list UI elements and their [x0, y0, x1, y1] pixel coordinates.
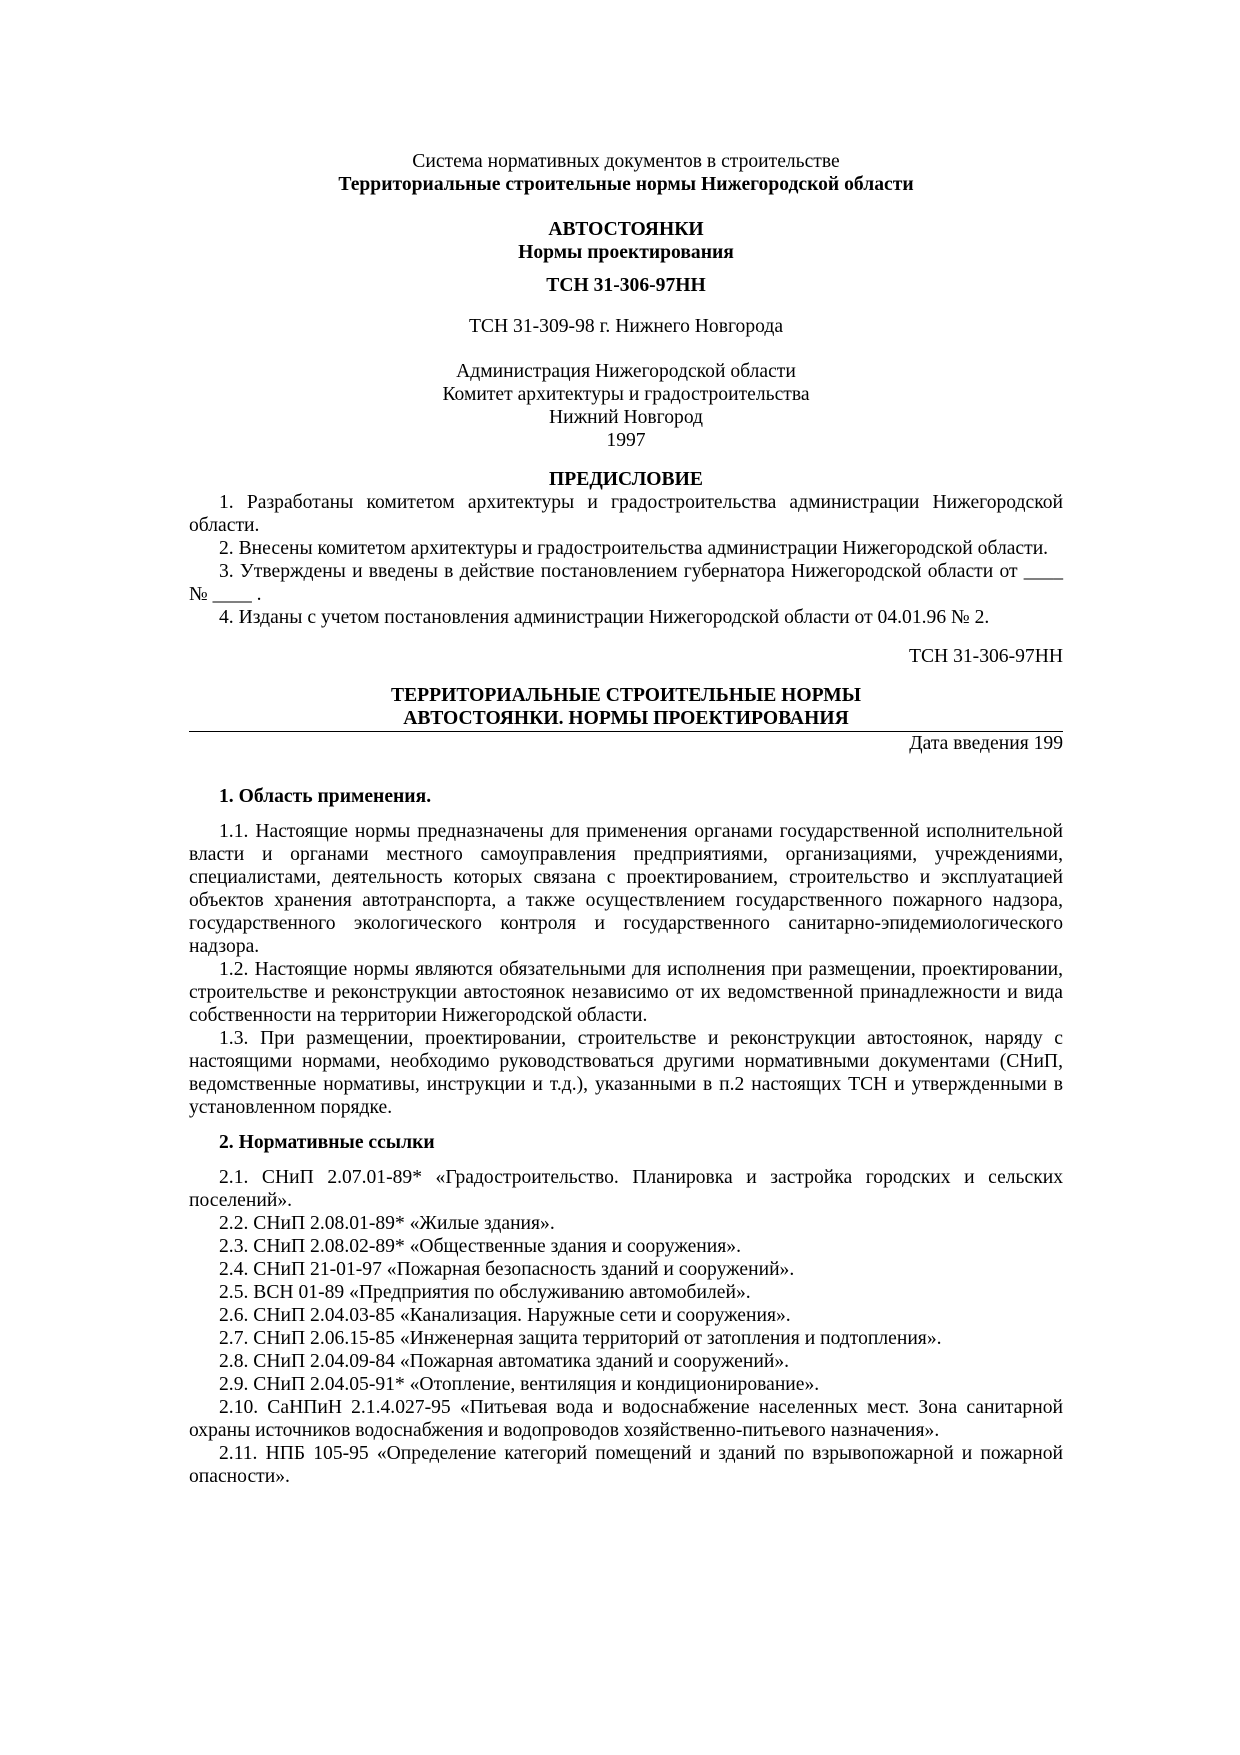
norms-title-line2: АВТОСТОЯНКИ. НОРМЫ ПРОЕКТИРОВАНИЯ: [403, 708, 849, 729]
preface-item: 1. Разработаны комитетом архитектуры и градостроительства администрации Нижегородской области.: [189, 492, 1063, 536]
reference-item: 2.6. СНиП 2.04.03-85 «Канализация. Наружные сети и сооружения».: [219, 1305, 791, 1326]
doc-code: ТСН 31-306-97НН: [546, 275, 706, 296]
system-line: Система нормативных документов в строительстве: [412, 151, 840, 172]
preface-item: 4. Изданы с учетом постановления администрации Нижегородской области от 04.01.96 № 2.: [219, 607, 990, 628]
reference-item: 2.1. СНиП 2.07.01-89* «Градостроительство. Планировка и застройка городских и сельских поселений».: [189, 1167, 1063, 1211]
series-line: Территориальные строительные нормы Нижегородской области: [338, 174, 914, 195]
publisher-line: Администрация Нижегородской области: [456, 361, 796, 382]
intro-date: Дата введения 199: [909, 733, 1063, 754]
alt-doc-code: ТСН 31-309-98 г. Нижнего Новгорода: [468, 316, 784, 337]
section2-heading: 2. Нормативные ссылки: [219, 1132, 435, 1153]
reference-item: 2.8. СНиП 2.04.09-84 «Пожарная автоматика зданий и сооружений».: [219, 1351, 790, 1372]
section1-paragraph: 1.3. При размещении, проектировании, строительстве и реконструкции автостоянок, наряду с настоящими нормами, необходимо руководствоваться другими нормативными документами (СНиП, ведомственные нормативы, инструкции и т.д.), указанными в п.2 настоящих ТСН и утвержденными в установленном порядке.: [189, 1028, 1063, 1118]
doc-subtitle: Нормы проектирования: [518, 242, 734, 263]
norms-title-line1: ТЕРРИТОРИАЛЬНЫЕ СТРОИТЕЛЬНЫЕ НОРМЫ: [391, 685, 861, 706]
preface-item: 3. Утверждены и введены в действие постановлением губернатора Нижегородской области от ____ № ____ .: [189, 561, 1063, 605]
doc-code-right: ТСН 31-306-97НН: [908, 646, 1063, 667]
preface-heading: ПРЕДИСЛОВИЕ: [549, 469, 703, 490]
reference-item: 2.7. СНиП 2.06.15-85 «Инженерная защита территорий от затопления и подтопления».: [219, 1328, 942, 1349]
reference-item: 2.11. НПБ 105-95 «Определение категорий помещений и зданий по взрывопожарной и пожарной опасности».: [189, 1443, 1063, 1487]
reference-item: 2.4. СНиП 21-01-97 «Пожарная безопасность зданий и сооружений».: [219, 1259, 795, 1280]
reference-item: 2.2. СНиП 2.08.01-89* «Жилые здания».: [219, 1213, 555, 1234]
section1-paragraph: 1.1. Настоящие нормы предназначены для применения органами государственной исполнительной власти и органами местного самоуправления предприятиями, организациями, учреждениями, специалистами, деятельность которых связана с проектированием, строительство и эксплуатацией объектов хранения автотранспорта, а также осуществлением государственного пожарного надзора, государственного экологического контроля и государственного санитарно-эпидемиологического надзора.: [189, 821, 1063, 957]
reference-item: 2.9. СНиП 2.04.05-91* «Отопление, вентиляция и кондиционирование».: [219, 1374, 820, 1395]
preface-item: 2. Внесены комитетом архитектуры и градостроительства администрации Нижегородской области.: [219, 538, 1049, 559]
reference-item: 2.5. ВСН 01-89 «Предприятия по обслуживанию автомобилей».: [219, 1282, 751, 1303]
section1-heading: 1. Область применения.: [219, 786, 432, 807]
publisher-year: 1997: [606, 430, 646, 451]
reference-item: 2.3. СНиП 2.08.02-89* «Общественные здания и сооружения».: [219, 1236, 741, 1257]
publisher-line: Нижний Новгород: [548, 407, 704, 428]
doc-title: АВТОСТОЯНКИ: [548, 219, 704, 240]
reference-item: 2.10. СаНПиН 2.1.4.027-95 «Питьевая вода и водоснабжение населенных мест. Зона санитарной охраны источников водоснабжения и водопроводов хозяйственно-питьевого назначения».: [189, 1397, 1063, 1441]
publisher-line: Комитет архитектуры и градостроительства: [442, 384, 810, 405]
document-page: [189, 150, 1063, 1488]
section1-paragraph: 1.2. Настоящие нормы являются обязательными для исполнения при размещении, проектировании, строительстве и реконструкции автостоянок независимо от их ведомственной принадлежности и вида собственности на территории Нижегородской области.: [189, 959, 1063, 1026]
